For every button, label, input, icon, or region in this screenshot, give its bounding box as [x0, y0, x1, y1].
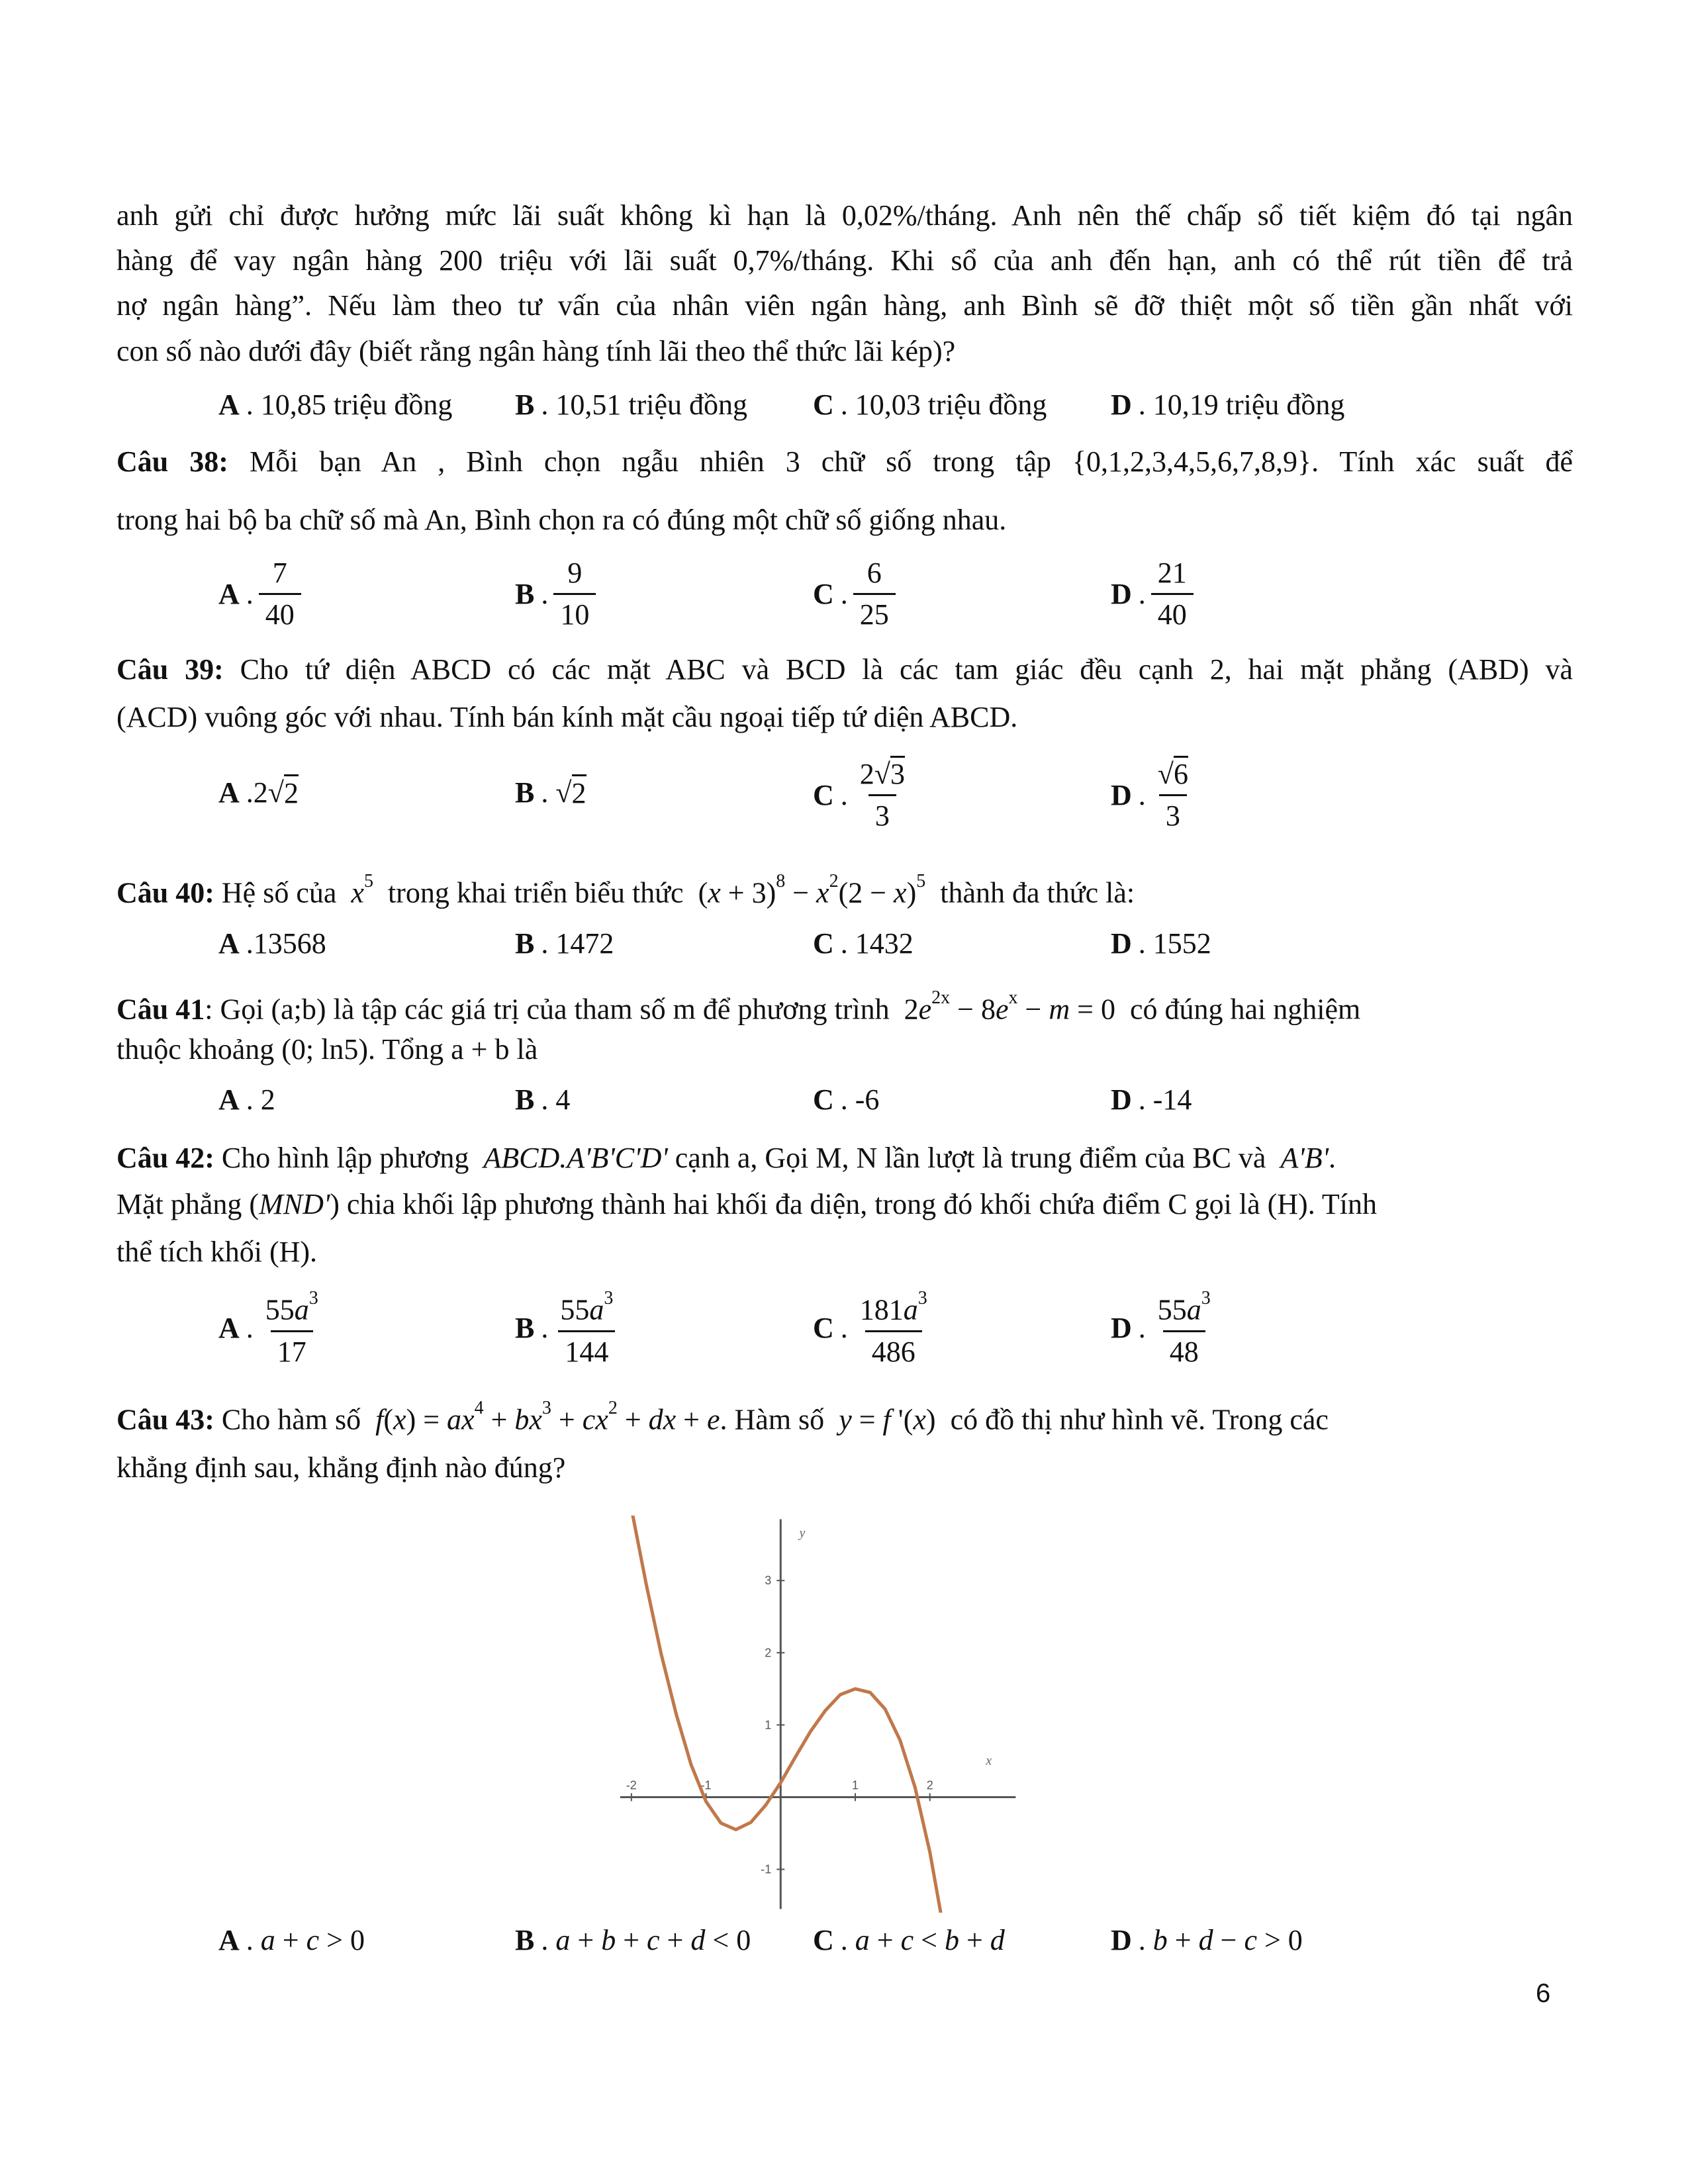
q42-option-c: C . $\frac{181a^3}{486}$	[813, 1284, 934, 1372]
fraction: $\frac{7}{40}$	[259, 553, 301, 635]
y-tick-label: -1	[761, 1862, 772, 1876]
q39-line-1	[117, 651, 1573, 688]
q43-option-d: D . b + d − c > 0	[1111, 1924, 1303, 1956]
y-tick-label: 3	[765, 1574, 772, 1588]
q41-option-b: B . 4	[515, 1083, 571, 1116]
q39-label: Câu 39:	[117, 653, 224, 686]
q40-option-d: D . 1552	[1111, 927, 1211, 960]
q39-option-c: C . $\frac{2√3}{3}$	[813, 754, 912, 836]
q41-option-d: D . -14	[1111, 1083, 1192, 1116]
sqrt-symbol: √	[267, 776, 284, 809]
q42-line-1: Câu 42: Cho hình lập phương ABCD.A'B'C'D' cạnh a, Gọi M, N lần lượt là trung điểm của BC và A'B'.	[117, 1142, 1336, 1174]
x-tick-label: 2	[926, 1778, 933, 1792]
fraction: $\frac{2√3}{3}$	[853, 754, 912, 836]
option-b: B . 10,51 triệu đồng	[515, 388, 747, 421]
q41-option-c: C . -6	[813, 1083, 880, 1116]
x-axis-label: x	[986, 1753, 992, 1768]
fraction: $\frac{21}{40}$	[1151, 553, 1194, 635]
q38-option-b: B . $\frac{9}{10}$	[515, 553, 596, 635]
q42-line-3: thể tích khối (H).	[117, 1236, 318, 1268]
fraction: $\frac{55a^3}{17}$	[259, 1284, 325, 1372]
q42-label: Câu 42:	[117, 1142, 214, 1174]
q43-label: Câu 43:	[117, 1403, 214, 1436]
q40-line-1: Câu 40: Hệ số của $x^5$ trong khai triển biểu thức $(x + 3)^8 - x^2(2 - x)^5$ thành đa thức là:	[117, 871, 1135, 909]
x-tick-label: -2	[626, 1778, 637, 1792]
fraction: $\frac{55a^3}{48}$	[1151, 1284, 1217, 1372]
q43-option-c: C . a + c < b + d	[813, 1924, 1005, 1956]
intro-line-2: hàng để vay ngân hàng 200 triệu với lãi suất 0,7%/tháng. Khi sổ của anh đến hạn, anh có thể rút tiền để trả	[117, 244, 1573, 277]
q42-option-b: B . $\frac{55a^3}{144}$	[515, 1284, 620, 1372]
q38-label: Câu 38:	[117, 445, 228, 478]
q40-option-b: B . 1472	[515, 927, 614, 960]
q40-option-a: A . 13568	[218, 927, 326, 960]
fraction: $\frac{√6}{3}$	[1151, 754, 1195, 836]
intro-line-4: con số nào dưới đây (biết rằng ngân hàng tính lãi theo thể thức lãi kép)?	[117, 335, 956, 367]
q39-option-d: D . $\frac{√6}{3}$	[1111, 754, 1195, 836]
q41-option-a: A . 2	[218, 1083, 275, 1116]
q39-option-a: A . 2 √ 2	[218, 774, 299, 810]
option-d: D . 10,19 triệu đồng	[1111, 388, 1345, 421]
fraction: $\frac{181a^3}{486}$	[853, 1284, 934, 1372]
q39-option-b: B . √ 2	[515, 774, 586, 810]
sqrt-symbol: √	[555, 776, 572, 809]
y-tick-label: 1	[765, 1718, 772, 1732]
q40-option-c: C . 1432	[813, 927, 914, 960]
y-axis-label: y	[799, 1525, 806, 1541]
q38-option-d: D . $\frac{21}{40}$	[1111, 553, 1194, 635]
page-number: 6	[1536, 1979, 1551, 2008]
derivative-graph	[609, 1516, 1019, 1913]
q43-option-a: A . a + c > 0	[218, 1924, 365, 1956]
option-a: A . 10,85 triệu đồng	[218, 388, 453, 421]
q42-option-a: A . $\frac{55a^3}{17}$	[218, 1284, 325, 1372]
intro-line-1: anh gửi chỉ được hưởng mức lãi suất không kì hạn là 0,02%/tháng. Anh nên thế chấp sổ tiết kiệm đó tại ngân	[117, 199, 1573, 232]
fraction: $\frac{9}{10}$	[553, 553, 596, 635]
q43-option-b: B . a + b + c + d < 0	[515, 1924, 751, 1956]
q42-option-d: D . $\frac{55a^3}{48}$	[1111, 1284, 1217, 1372]
q43-line-1: Câu 43: Cho hàm số $f(x) = ax^4 + bx^3 + cx^2$ + dx + e. Hàm số y = f '(x) có đồ thị như hình vẽ. Trong các	[117, 1398, 1329, 1436]
x-tick-label: -1	[700, 1778, 712, 1792]
q38-option-c: C . $\frac{6}{25}$	[813, 553, 896, 635]
q39-text: Cho tứ diện ABCD có các mặt ABC và BCD là các tam giác đều cạnh 2, hai mặt phẳng (ABD) và	[240, 653, 1573, 686]
q41-line-1: Câu 41: Gọi (a;b) là tập các giá trị của tham số m để phương trình $2e^{2x} - 8e^x - m = 0$ có đúng hai nghiệm	[117, 987, 1361, 1026]
series-line	[632, 1516, 960, 1913]
intro-line-3: nợ ngân hàng”. Nếu làm theo tư vấn của nhân viên ngân hàng, anh Bình sẽ đỡ thiệt một số tiền gần nhất với	[117, 289, 1573, 322]
q38-option-a: A . $\frac{7}{40}$	[218, 553, 301, 635]
q39-line-2: (ACD) vuông góc với nhau. Tính bán kính mặt cầu ngoại tiếp tứ diện ABCD.	[117, 701, 1018, 733]
fraction: $\frac{55a^3}{144}$	[553, 1284, 620, 1372]
q40-label: Câu 40:	[117, 876, 214, 909]
q42-line-2: Mặt phẳng (MND') chia khối lập phương thành hai khối đa diện, trong đó khối chứa điểm C gọi là (H). Tính	[117, 1188, 1377, 1220]
q41-line-2: thuộc khoảng (0; ln5). Tổng a + b là	[117, 1033, 538, 1066]
q41-label: Câu 41	[117, 993, 205, 1026]
option-c: C . 10,03 triệu đồng	[813, 388, 1047, 421]
fraction: $\frac{6}{25}$	[853, 553, 896, 635]
q38-line-2: trong hai bộ ba chữ số mà An, Bình chọn ra có đúng một chữ số giống nhau.	[117, 504, 1007, 536]
q43-line-2: khẳng định sau, khẳng định nào đúng?	[117, 1451, 566, 1484]
q38-line-1	[117, 443, 1573, 480]
y-tick-label: 2	[765, 1646, 772, 1660]
x-tick-label: 1	[851, 1778, 859, 1792]
q38-text: Mỗi bạn An , Bình chọn ngẫu nhiên 3 chữ số trong tập {0,1,2,3,4,5,6,7,8,9}. Tính xác suất để	[249, 445, 1573, 478]
